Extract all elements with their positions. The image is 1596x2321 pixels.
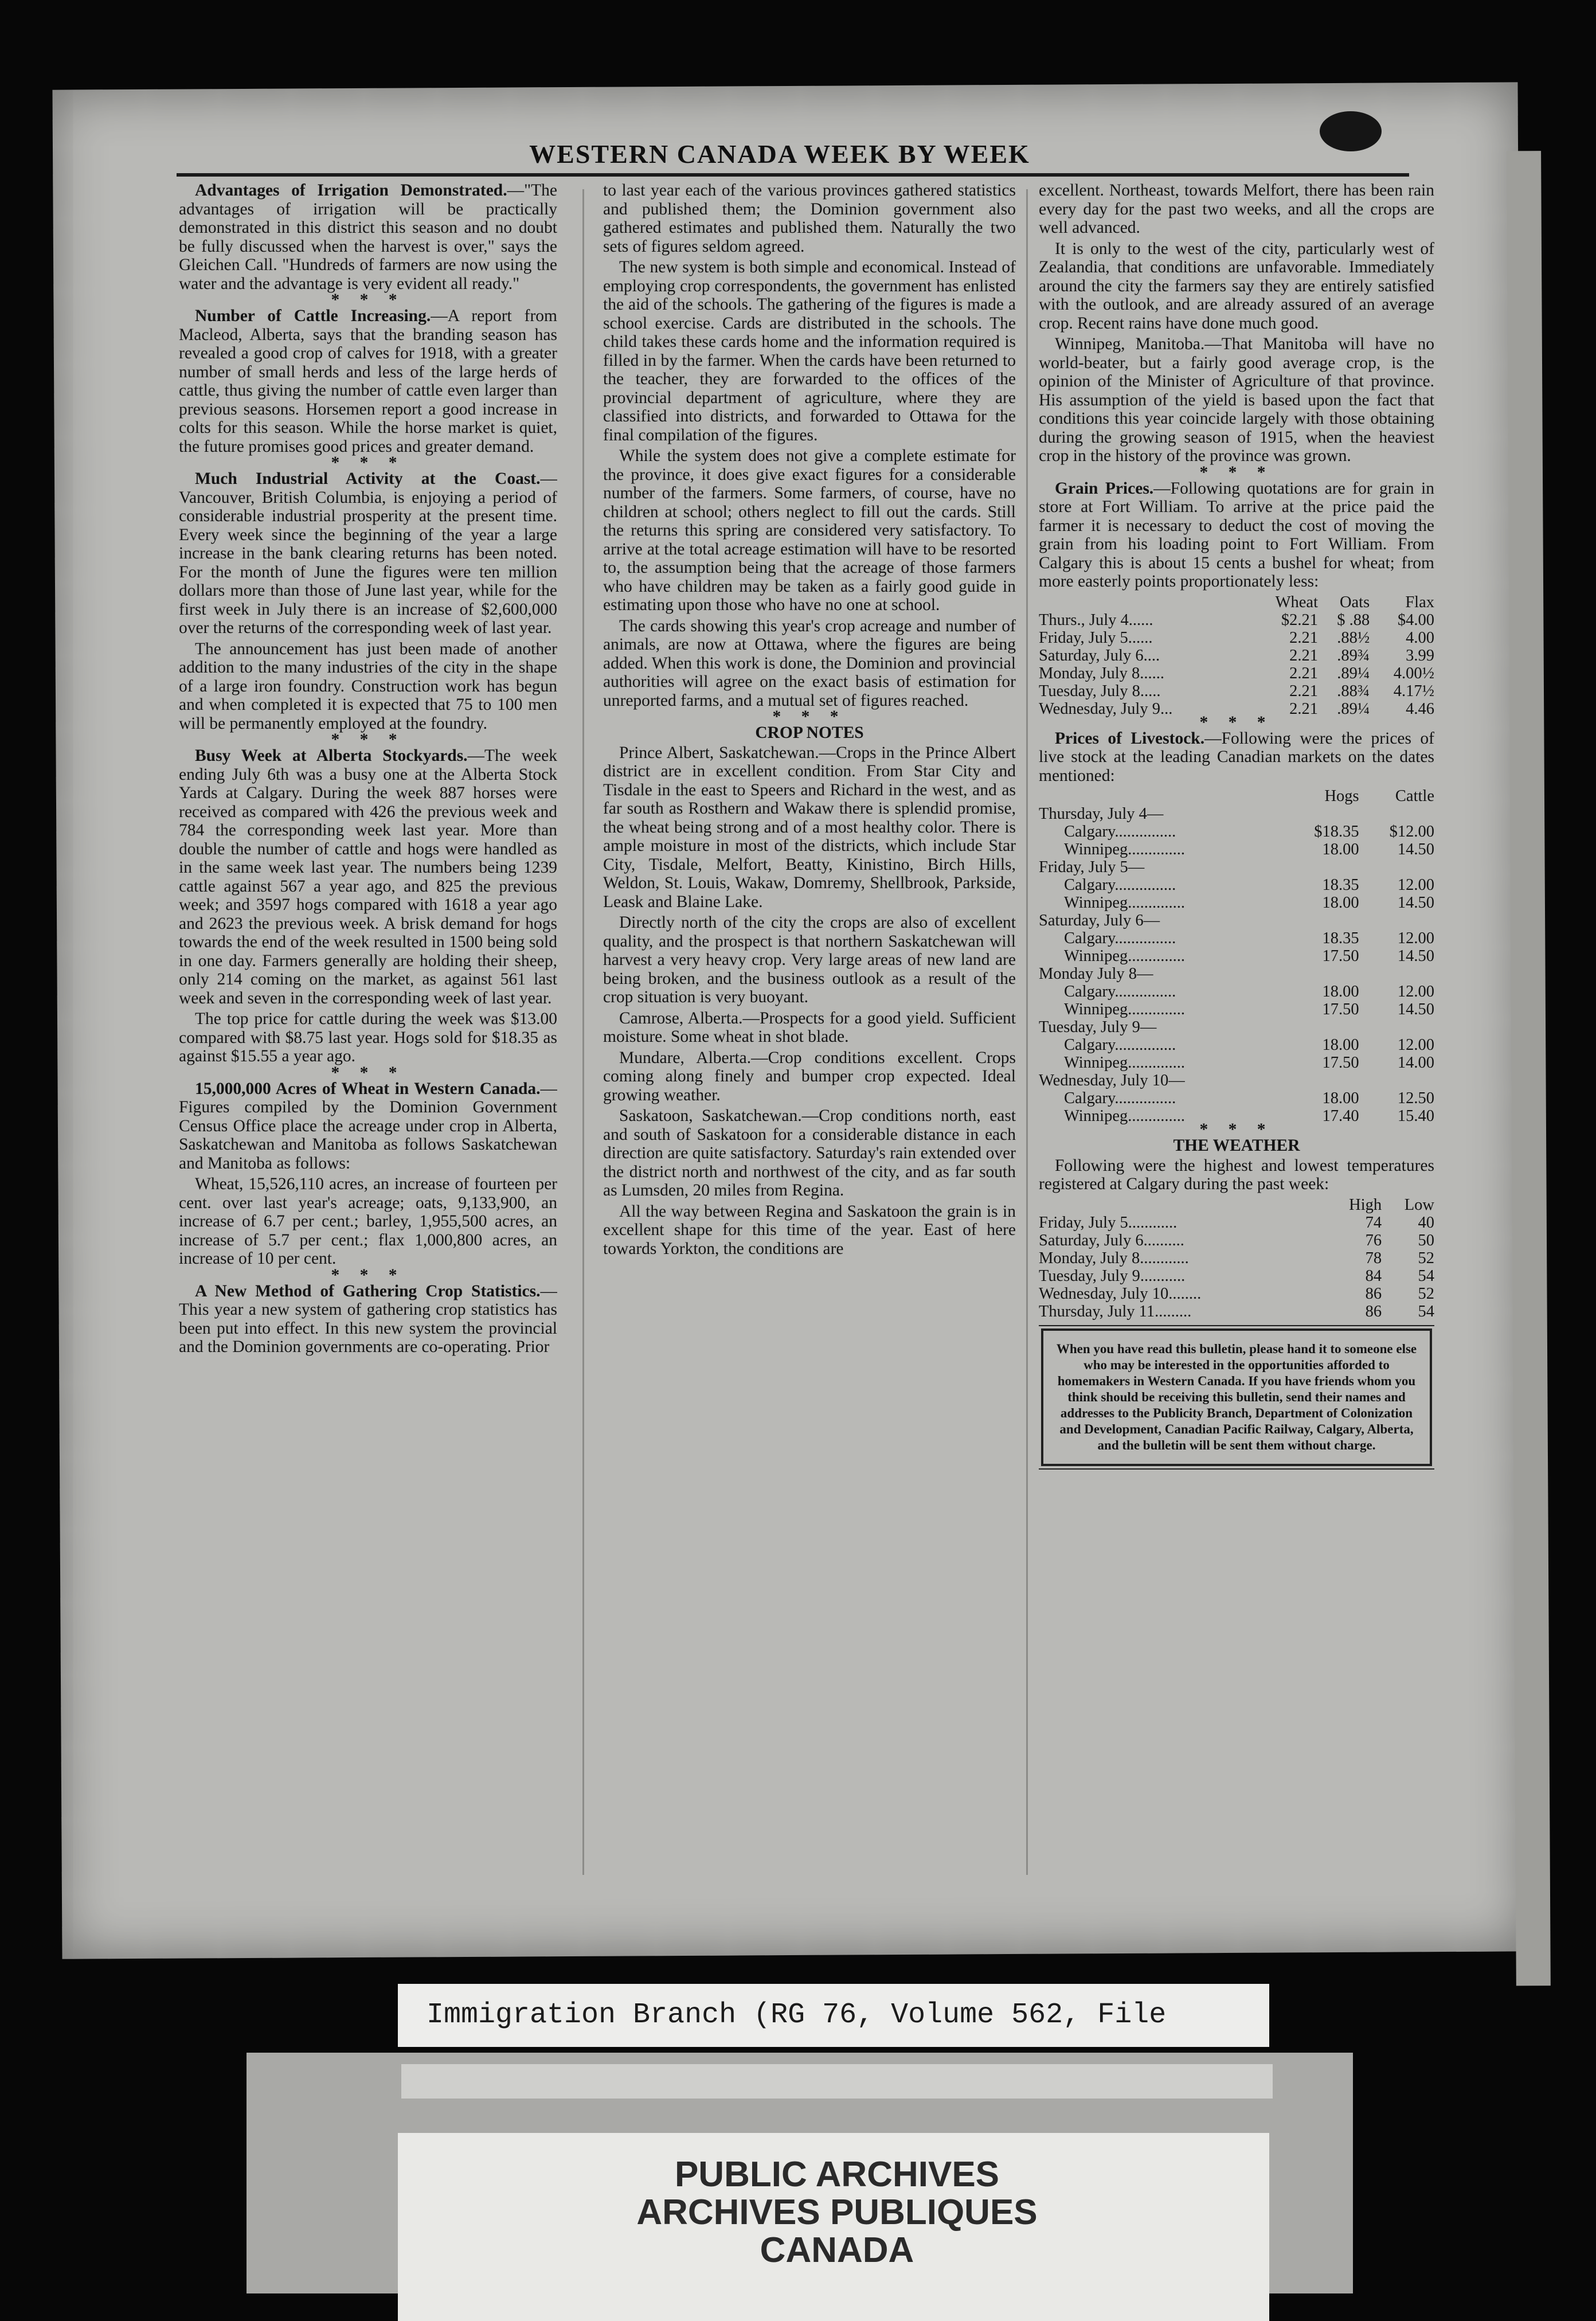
date-cell: Tuesday, July 9........... (1039, 1267, 1186, 1285)
wheat-price: $2.21 (1281, 611, 1318, 629)
article-continued: The new system is both simple and economical. Instead of employing crop correspondents, the government has enlisted the aid of the schools. The gathering of the figures is made a school exercise. Cards are distributed in the schools. The child takes these cards home and the information required is filled in by the farmer. When the cards have been returned to the teacher, they are forwarded to the offices of the provincial department of agriculture, where they are classified into districts, and forwarded to Ottawa for the final compilation of the figures. (603, 258, 1016, 444)
livestock-price-row (1039, 947, 1434, 965)
cattle-price: 12.00 (1397, 1036, 1434, 1054)
column-header: Low (1404, 1195, 1434, 1214)
high-temp: 76 (1365, 1231, 1382, 1249)
cattle-price: 12.50 (1397, 1089, 1434, 1107)
grain-price-row (1039, 682, 1434, 700)
separator-dots: * * * (331, 291, 405, 309)
hogs-price: 18.35 (1322, 929, 1359, 947)
low-temp: 40 (1418, 1213, 1434, 1232)
stamp-shadow (401, 2064, 1273, 2099)
livestock-price-row (1039, 1054, 1434, 1072)
market-cell: Wednesday, July 10— (1039, 1072, 1185, 1089)
article-continued: The top price for cattle during the week was $13.00 compared with $8.75 last year. Hogs sold for $18.35 as against $15.55 a year ago. (179, 1010, 557, 1065)
date-cell: Saturday, July 6.......... (1039, 1231, 1184, 1249)
column-divider (582, 189, 584, 1875)
low-temp: 52 (1418, 1249, 1434, 1267)
market-cell: Winnipeg.............. (1064, 894, 1185, 912)
cattle-price (1359, 805, 1434, 823)
cattle-price: 12.00 (1397, 876, 1434, 894)
separator-dots: * * * (772, 708, 847, 726)
high-temp: 78 (1365, 1249, 1382, 1267)
weather-intro: Following were the highest and lowest temperatures registered at Calgary during the past week: (1039, 1156, 1434, 1193)
weather-title: THE WEATHER (1173, 1136, 1300, 1155)
column-header: Hogs (1324, 787, 1359, 805)
livestock-price-row (1039, 1018, 1434, 1036)
livestock-price-row (1039, 983, 1434, 1001)
low-temp: 54 (1418, 1267, 1434, 1285)
livestock-price-row (1039, 1036, 1434, 1054)
cattle-price: $12.00 (1389, 823, 1434, 841)
cattle-price (1359, 1018, 1434, 1036)
page-number-blot (1320, 111, 1382, 151)
market-cell: Monday July 8— (1039, 965, 1153, 983)
grain-prices-article: Grain Prices.—Following quotations are for grain in store at Fort William. To arrive at the price paid the farmer it is necessary to deduct the cost of moving the grain from his loading point to Fort William. From Calgary this is about 15 cents a bushel for wheat; from more easterly points proportionately less: (1039, 479, 1434, 591)
cattle-price: 12.00 (1397, 929, 1434, 947)
weather-row (1039, 1285, 1434, 1303)
high-temp: 74 (1365, 1213, 1382, 1232)
low-temp: 52 (1418, 1284, 1434, 1303)
column-header: High (1349, 1195, 1382, 1214)
column-2 (603, 181, 1016, 1878)
column-divider (1026, 189, 1028, 1875)
livestock-price-row (1039, 841, 1434, 858)
livestock-price-row (1039, 912, 1434, 929)
high-temp: 84 (1365, 1267, 1382, 1285)
column-header: Cattle (1395, 787, 1434, 805)
hogs-price: 18.00 (1322, 983, 1359, 1001)
market-cell: Tuesday, July 9— (1039, 1018, 1157, 1036)
cattle-price (1359, 965, 1434, 983)
cattle-price: 15.40 (1397, 1107, 1434, 1125)
archives-stamp (573, 2156, 1101, 2269)
low-temp: 54 (1418, 1302, 1434, 1320)
separator-dots: * * * (331, 454, 405, 472)
market-cell: Winnipeg.............. (1064, 1001, 1185, 1018)
livestock-price-row (1039, 1001, 1434, 1018)
article: A New Method of Gathering Crop Statistics.—This year a new system of gathering crop statistics has been put into effect. In this new system the provincial and the Dominion governments are co-operating. Prior (179, 1281, 557, 1356)
hogs-price: 18.00 (1322, 841, 1359, 858)
weather-row (1039, 1214, 1434, 1232)
market-cell: Calgary............... (1064, 983, 1176, 1001)
livestock-price-row (1039, 929, 1434, 947)
flax-price: 4.46 (1406, 700, 1434, 718)
masthead-title: WESTERN CANADA WEEK BY WEEK (529, 139, 1030, 169)
cattle-price: 12.00 (1397, 983, 1434, 1001)
stamp-line: CANADA (760, 2230, 914, 2270)
hogs-price (1284, 912, 1359, 929)
oats-price: .88¾ (1337, 682, 1370, 700)
cattle-price (1359, 1072, 1434, 1089)
wheat-price: 2.21 (1289, 664, 1318, 682)
column-header: Flax (1405, 593, 1434, 611)
article-continued: Wheat, 15,526,110 acres, an increase of fourteen per cent. over last year's acreage; oats, 9,133,900, an increase of 6.7 per cent.; barley, 1,955,500 acres, an increase of 5.7 per cent.; flax 1,000,800 acres, an increase of 10 per cent. (179, 1175, 557, 1268)
livestock-prices-article: Prices of Livestock.—Following were the prices of live stock at the leading Canadian markets on the dates mentioned: (1039, 729, 1434, 785)
crop-note: Prince Albert, Saskatchewan.—Crops in the Prince Albert district are in excellent condition. From Star City and Tisdale in the east to Speers and Richard in the west, and as far south as Rosthern and Wakaw there is splendid promise, the wheat being strong and of a most healthy color. There is ample moisture in most of the districts, which include Star City, Tisdale, Melfort, Beatty, Kinistino, Birch Hills, Weldon, St. Louis, Wakaw, Domremy, Shellbrook, Parkside, Leask and Blaine Lake. (603, 743, 1016, 911)
article-continued: Winnipeg, Manitoba.—That Manitoba will have no world-beater, but a fairly good average crop, is the opinion of the Minister of Agriculture of that province. His assumption of the yield is based upon the fact that conditions this year coincide largely with those obtaining during the growing season of 1915, when the heaviest crop in the history of the province was grown. (1039, 335, 1434, 465)
weather-row (1039, 1249, 1434, 1267)
wheat-price: 2.21 (1289, 628, 1318, 647)
livestock-price-row (1039, 858, 1434, 876)
crop-note: All the way between Regina and Saskatoon the grain is in excellent shape for this time of the year. East of here towards Yorkton, the conditions are (603, 1202, 1016, 1258)
article-continued: to last year each of the various provinces gathered statistics and published them; the Dominion government also gathered estimates and published them. Naturally the two sets of figures seldom agreed. (603, 181, 1016, 256)
market-cell: Calgary............... (1064, 1089, 1176, 1107)
grain-price-row (1039, 665, 1434, 682)
high-temp: 86 (1365, 1302, 1382, 1320)
crop-note: Camrose, Alberta.—Prospects for a good yield. Sufficient moisture. Some wheat in shot blade. (603, 1009, 1016, 1046)
market-cell: Winnipeg.............. (1064, 947, 1185, 965)
hogs-price: 17.50 (1322, 1054, 1359, 1072)
date-cell: Thurs., July 4...... (1039, 611, 1153, 629)
cattle-price: 14.50 (1397, 1001, 1434, 1018)
hogs-price (1284, 1072, 1359, 1089)
date-cell: Tuesday, July 8..... (1039, 682, 1161, 700)
cattle-price: 14.50 (1397, 841, 1434, 858)
livestock-price-row (1039, 1072, 1434, 1089)
crop-note: Saskatoon, Saskatchewan.—Crop conditions north, east and south of Saskatoon for a considerable distance in each direction are quite satisfactory. Saturday's rain extended over the district north and northwest of the city, and as far south as Lumsden, 20 miles from Regina. (603, 1107, 1016, 1199)
date-cell: Thursday, July 11......... (1039, 1302, 1192, 1320)
high-temp: 86 (1365, 1284, 1382, 1303)
livestock-price-row (1039, 965, 1434, 983)
hogs-price (1284, 965, 1359, 983)
flax-price: 4.00 (1406, 628, 1434, 647)
hogs-price (1284, 805, 1359, 823)
livestock-price-row (1039, 805, 1434, 823)
cattle-price: 14.00 (1397, 1054, 1434, 1072)
article-continued: While the system does not give a complete estimate for the province, it does give exact figures for a considerable number of the farmers. Some farmers, of course, have no children at school; others neglect to fill out the cards. Still the returns this spring are considered very satisfactory. To arrive at the total acreage estimation will have to be resorted to, the assumption being that the acreage of those farmers who have children may be taken as a fairly good guide in estimating upon those who have no one at school. (603, 447, 1016, 614)
market-cell: Calgary............... (1064, 823, 1176, 841)
article: 15,000,000 Acres of Wheat in Western Canada.—Figures compiled by the Dominion Government Census Office place the acreage under crop in Alberta, Saskatchewan and Manitoba as follows Saskatchewan and Manitoba as follows: (179, 1079, 557, 1173)
date-cell: Wednesday, July 10........ (1039, 1284, 1202, 1303)
market-cell: Calgary............... (1064, 1036, 1176, 1054)
grain-price-row (1039, 647, 1434, 665)
livestock-price-row (1039, 823, 1434, 841)
wheat-price: 2.21 (1289, 682, 1318, 700)
article: Much Industrial Activity at the Coast.—Vancouver, British Columbia, is enjoying a period of considerable industrial prosperity at the present time. Every week since the beginning of the year a large increase in the bank clearing returns has been noted. For the month of June the figures were ten million dollars more than those of June last year, while for the first week in July there is an increase of $2,600,000 over the returns of the corresponding week of last year. (179, 470, 557, 637)
cattle-price (1359, 912, 1434, 929)
bulletin-notice-box: When you have read this bulletin, please hand it to someone else who may be interested in the opportunities afforded to homemakers in Western Canada. If you have friends whom you think should be receiving this bulletin, send their names and addresses to the Publicity Branch, Department of Colonization and Development, Canadian Pacific Railway, Calgary, Alberta, and the bulletin will be sent them without charge. (1041, 1328, 1432, 1466)
cattle-price: 14.50 (1397, 947, 1434, 965)
hogs-price: 17.40 (1322, 1107, 1359, 1125)
hogs-price: 17.50 (1322, 947, 1359, 965)
column-1 (179, 181, 557, 1878)
hogs-price (1284, 1018, 1359, 1036)
date-cell: Friday, July 5............ (1039, 1213, 1178, 1232)
article-continued: It is only to the west of the city, particularly west of Zealandia, that conditions are unfavorable. Immediately around the city the farmers say they are entirely satisfied with the outlook, and are already assured of an average crop. Recent rains have done much good. (1039, 239, 1434, 333)
weather-row (1039, 1303, 1434, 1320)
weather-table (1039, 1196, 1434, 1320)
livestock-price-row (1039, 894, 1434, 912)
article: Number of Cattle Increasing.—A report from Macleod, Alberta, says that the branding season has revealed a good crop of calves for 1918, with a greater number of small herds and less of the large herds of cattle, thus giving the number of cattle even larger than previous seasons. Horsemen report a good increase in colts for this season. While the horse market is quiet, the future promises good prices and greater demand. (179, 307, 557, 456)
oats-price: .89¼ (1337, 664, 1370, 682)
hogs-price: 17.50 (1322, 1001, 1359, 1018)
separator-dots: * * * (1199, 1120, 1274, 1139)
separator-dots: * * * (1199, 463, 1274, 482)
flax-price: 4.17½ (1393, 682, 1434, 700)
date-cell: Monday, July 8............ (1039, 1249, 1189, 1267)
oats-price: .88½ (1337, 628, 1370, 647)
separator-dots: * * * (331, 730, 405, 749)
hogs-price: $18.35 (1314, 823, 1359, 841)
market-cell: Calgary............... (1064, 876, 1176, 894)
market-cell: Winnipeg.............. (1064, 841, 1185, 858)
hogs-price: 18.35 (1322, 876, 1359, 894)
wheat-price: 2.21 (1289, 646, 1318, 665)
oats-price: .89¼ (1337, 700, 1370, 718)
article-continued: The announcement has just been made of another addition to the many industries of the city in the shape of a large iron foundry. Construction work has begun and when completed it is expected that 75 to 100 men will be permanently employed at the foundry. (179, 639, 557, 733)
grain-price-row (1039, 629, 1434, 647)
crop-note: Directly north of the city the crops are also of excellent quality, and the prospect is that northern Saskatchewan will harvest a very heavy crop. Very large areas of new land are being broken, and the business outlook as a result of the crop situation is very buoyant. (603, 913, 1016, 1006)
separator-dots: * * * (331, 1265, 405, 1284)
hogs-price: 18.00 (1322, 1036, 1359, 1054)
livestock-prices-table (1039, 787, 1434, 1125)
market-cell: Winnipeg.............. (1064, 1107, 1185, 1125)
article-continued: excellent. Northeast, towards Melfort, there has been rain every day for the past two weeks, and all the crops are well advanced. (1039, 181, 1434, 237)
crop-note: Mundare, Alberta.—Crop conditions excellent. Crops coming along finely and bumper crop expected. Ideal growing weather. (603, 1048, 1016, 1104)
archive-reference-label: Immigration Branch (RG 76, Volume 562, File (398, 1984, 1269, 2047)
cattle-price: 14.50 (1397, 894, 1434, 912)
article-continued: The cards showing this year's crop acreage and number of animals, are now at Ottawa, where the figures are being added. When this work is done, the Dominion and provincial authorities will agree on the exact basis of estimation for unreported farms, and a mutual set of figures reached. (603, 616, 1016, 710)
market-cell: Winnipeg.............. (1064, 1054, 1185, 1072)
grain-prices-table (1039, 593, 1434, 718)
stamp-line: ARCHIVES PUBLIQUES (636, 2193, 1038, 2232)
separator-dots: * * * (331, 1063, 405, 1082)
weather-row (1039, 1232, 1434, 1249)
flax-price: 4.00½ (1393, 664, 1434, 682)
weather-row (1039, 1267, 1434, 1285)
page-edge (1507, 151, 1551, 1986)
crop-notes-title: CROP NOTES (755, 724, 864, 742)
article: Busy Week at Alberta Stockyards.—The week ending July 6th was a busy one at the Alberta Stock Yards at Calgary. During the week 887 horses were received as compared with 426 the previous week and 784 the corresponding week last year. More than double the number of cattle and hogs were handled as in the same week last year. The numbers being 1239 cattle against 567 a year ago, and 825 the previous week; and 3597 hogs compared with 1618 a year ago and 2623 the previous week. A brisk demand for hogs towards the end of the week resulted in 1500 being sold in one day. Farmers generally are holding their sheep, only 214 coming on the market, as against 561 last week and seven in the corresponding week of last year. (179, 747, 557, 1007)
column-3 (1039, 181, 1434, 1878)
hogs-price: 18.00 (1322, 1089, 1359, 1107)
market-cell: Calgary............... (1064, 929, 1176, 947)
market-cell: Friday, July 5— (1039, 858, 1145, 876)
hogs-price (1284, 858, 1359, 876)
market-cell: Saturday, July 6— (1039, 912, 1160, 929)
flax-price: $4.00 (1397, 611, 1434, 629)
oats-price: $ .88 (1337, 611, 1370, 629)
flax-price: 3.99 (1406, 646, 1434, 665)
livestock-price-row (1039, 876, 1434, 894)
stamp-line: PUBLIC ARCHIVES (674, 2155, 1000, 2194)
wheat-price: 2.21 (1289, 700, 1318, 718)
low-temp: 50 (1418, 1231, 1434, 1249)
cattle-price (1359, 858, 1434, 876)
market-cell: Thursday, July 4— (1039, 805, 1164, 823)
column-header: Wheat (1275, 593, 1318, 611)
livestock-price-row (1039, 1089, 1434, 1107)
column-header: Oats (1339, 593, 1370, 611)
separator-dots: * * * (1199, 713, 1274, 732)
date-cell: Saturday, July 6.... (1039, 646, 1160, 665)
date-cell: Wednesday, July 9... (1039, 700, 1173, 718)
article: Advantages of Irrigation Demonstrated.—"The advantages of irrigation will be practically demonstrated in this district this season and no doubt be fully discussed when the harvest is over," says the Gleichen Call. "Hundreds of farmers are now using the water and the advantage is very evident all ready." (179, 181, 557, 293)
grain-price-row (1039, 611, 1434, 629)
masthead-rule (177, 173, 1409, 177)
oats-price: .89¾ (1337, 646, 1370, 665)
hogs-price: 18.00 (1322, 894, 1359, 912)
date-cell: Friday, July 5...... (1039, 628, 1153, 647)
date-cell: Monday, July 8...... (1039, 664, 1165, 682)
